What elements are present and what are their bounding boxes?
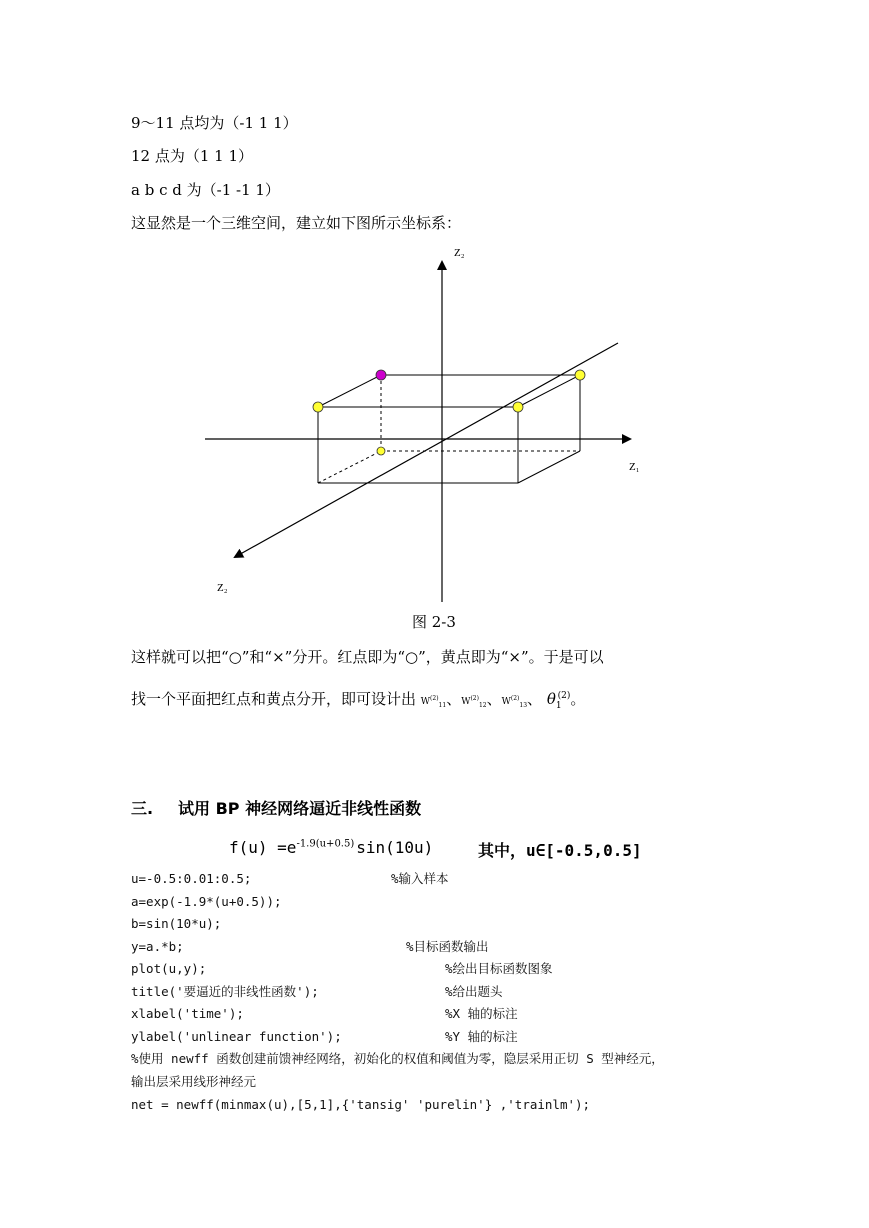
code-comment: %X 轴的标注 <box>445 1006 518 1021</box>
theta-symbol: $\theta_1^{(2)}$ <box>546 690 571 711</box>
code-line-4: y=a.*b; %目标函数输出 <box>131 939 489 954</box>
horizontal-axis-label: Z₁ <box>629 461 640 473</box>
w13-symbol: $W^{(2)}_{13}$ <box>501 695 528 709</box>
code-line-8: ylabel('unlinear function'); %Y 轴的标注 <box>131 1029 518 1044</box>
w12-symbol: $W^{(2)}_{12}$ <box>461 695 487 709</box>
formula-lhs: f(u) =e <box>229 838 297 857</box>
intro-line-1: 9～11 点均为（-1 1 1） <box>131 114 298 132</box>
yellow-point <box>575 370 585 380</box>
vertical-axis-label: Z₂ <box>454 247 465 259</box>
section-title: 试用 BP 神经网络逼近非线性函数 <box>178 799 422 818</box>
code-line-9: net = newff(minmax(u),[5,1],{'tansig' 'purelin'} ,'trainlm'); <box>131 1097 591 1112</box>
code-line-2: a=exp(-1.9*(u+0.5)); <box>131 894 282 909</box>
section-number: 三. <box>131 799 154 818</box>
intro-line-3: a b c d 为（-1 -1 1） <box>131 181 280 199</box>
code-line-3: b=sin(10*u); <box>131 916 222 931</box>
code-line-1: u=-0.5:0.01:0.5; %输入样本 <box>131 871 449 886</box>
w11-symbol: $W^{(2)}_{11}$ <box>420 695 447 709</box>
yellow-point <box>313 402 323 412</box>
comment-line-2: 输出层采用线形神经元 <box>131 1074 257 1089</box>
code-comment: %Y 轴的标注 <box>445 1029 518 1044</box>
comment-line-1: %使用 newff 函数创建前馈神经网络，初始化的权值和阈值为零，隐层采用正切 S 型神经元， <box>131 1051 664 1066</box>
depth-axis-label: Z₂ <box>217 582 228 594</box>
formula-exponent: -1.9(u+0.5) <box>296 838 355 850</box>
paragraph-line-2-text: 找一个平面把红点和黄点分开，即可设计出 <box>131 690 421 708</box>
formula-rhs: sin(10u) <box>356 838 434 857</box>
code-line-5: plot(u,y); %绘出目标函数图象 <box>131 961 553 976</box>
code-comment: %输入样本 <box>391 871 449 886</box>
code-comment: %目标函数输出 <box>406 939 489 954</box>
formula-domain: 其中，u∈[-0.5,0.5] <box>478 841 642 860</box>
intro-line-2: 12 点为（1 1 1） <box>131 147 254 165</box>
yellow-point <box>513 402 523 412</box>
red-point <box>376 370 386 380</box>
code-line-6: title('要逼近的非线性函数'); %给出题头 <box>131 984 503 999</box>
paragraph-line-2: 找一个平面把红点和黄点分开，即可设计出 $W^{(2)}_{11}$、$W^{(2)}_{12}$、$W^{(2)}_{13}$、 $\theta_1^{(2)}$。 <box>131 690 586 711</box>
code-line-7: xlabel('time'); %X 轴的标注 <box>131 1006 518 1021</box>
code-comment: %绘出目标函数图象 <box>445 961 553 976</box>
formula <box>229 838 433 857</box>
intro-line-4: 这显然是一个三维空间，建立如下图所示坐标系： <box>131 214 462 232</box>
code-comment: %给出题头 <box>445 984 503 999</box>
paragraph-line-1: 这样就可以把“○”和“×”分开。红点即为“○”，黄点即为“×”。于是可以 <box>131 648 604 666</box>
yellow-point <box>377 447 385 455</box>
figure-caption: 图 2-3 <box>412 613 456 631</box>
